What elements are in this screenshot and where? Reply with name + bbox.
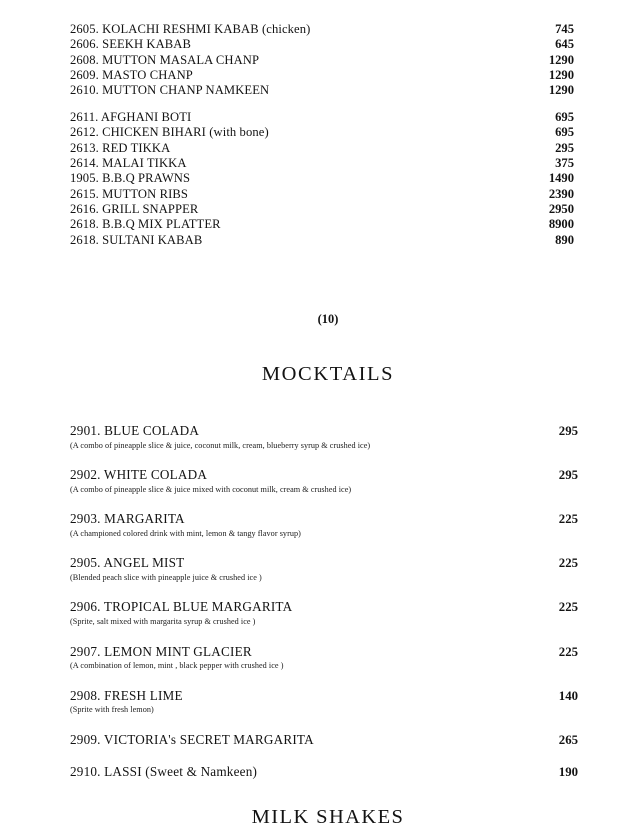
item-text bbox=[70, 732, 314, 748]
menu-row bbox=[70, 156, 586, 171]
list-item bbox=[70, 423, 586, 451]
item-price: 1290 bbox=[548, 83, 574, 98]
item-price: 1290 bbox=[548, 52, 574, 67]
item-name: 2610. MUTTON CHANP NAMKEEN bbox=[70, 83, 270, 98]
mocktails-list bbox=[70, 423, 586, 780]
list-item bbox=[70, 764, 586, 780]
item-price: 695 bbox=[555, 109, 574, 124]
menu-row bbox=[70, 110, 586, 125]
item-description: (Blended peach slice with pineapple juice & crushed ice ) bbox=[70, 573, 262, 583]
item-name: 2618. SULTANI KABAB bbox=[70, 232, 203, 247]
item-description: (A championed colored drink with mint, lemon & tangy flavor syrup) bbox=[70, 529, 301, 539]
item-name: 2906. TROPICAL BLUE MARGARITA bbox=[70, 599, 293, 615]
item-name: 2616. GRILL SNAPPER bbox=[70, 201, 199, 216]
item-name: 2612. CHICKEN BIHARI (with bone) bbox=[70, 125, 269, 140]
list-item bbox=[70, 599, 586, 627]
item-name: 2605. KOLACHI RESHMI KABAB (chicken) bbox=[70, 22, 311, 36]
item-name: 2908. FRESH LIME bbox=[70, 687, 183, 703]
item-text bbox=[70, 688, 183, 716]
item-price: 2390 bbox=[548, 186, 574, 201]
item-price: 1490 bbox=[548, 171, 574, 186]
item-text bbox=[70, 511, 301, 539]
item-name: 2608. MUTTON MASALA CHANP bbox=[70, 52, 260, 67]
item-price: 225 bbox=[558, 556, 578, 571]
item-price: 225 bbox=[558, 600, 578, 615]
item-price: 190 bbox=[558, 764, 578, 779]
section-title-mocktails: MOCKTAILS bbox=[261, 363, 395, 386]
item-name: 2903. MARGARITA bbox=[70, 511, 185, 527]
menu-row bbox=[70, 22, 586, 37]
section-title-milk-shakes: MILK SHAKES bbox=[251, 805, 405, 828]
item-description: (A combo of pineapple slice & juice, coconut milk, cream, blueberry syrup & crushed ice) bbox=[70, 440, 371, 450]
list-item bbox=[70, 511, 586, 539]
item-price: 2950 bbox=[548, 201, 574, 216]
item-price: 8900 bbox=[548, 217, 574, 232]
item-name: 2606. SEEKH KABAB bbox=[70, 37, 191, 52]
menu-row bbox=[70, 187, 586, 202]
item-text bbox=[70, 599, 292, 627]
item-price: 745 bbox=[555, 22, 574, 36]
item-name: 2611. AFGHANI BOTI bbox=[70, 109, 192, 124]
menu-row bbox=[70, 68, 586, 83]
item-text bbox=[70, 555, 262, 583]
group-spacer bbox=[70, 99, 586, 110]
item-price: 375 bbox=[555, 155, 574, 170]
list-item bbox=[70, 688, 586, 716]
item-price: 140 bbox=[558, 688, 578, 703]
item-price: 265 bbox=[558, 732, 578, 747]
menu-row bbox=[70, 37, 586, 52]
page-number: (10) bbox=[317, 312, 339, 327]
menu-row bbox=[70, 141, 586, 156]
list-item bbox=[70, 644, 586, 672]
item-price: 695 bbox=[555, 125, 574, 140]
list-item bbox=[70, 732, 586, 748]
item-description: (Sprite, salt mixed with margarita syrup & crushed ice ) bbox=[70, 617, 256, 627]
item-price: 890 bbox=[555, 232, 574, 247]
item-price: 295 bbox=[558, 468, 578, 483]
item-name: 2901. BLUE COLADA bbox=[70, 423, 200, 439]
menu-row bbox=[70, 83, 586, 98]
item-price: 295 bbox=[555, 140, 574, 155]
item-name: 2910. LASSI (Sweet & Namkeen) bbox=[70, 763, 258, 779]
menu-row bbox=[70, 202, 586, 217]
menu-row bbox=[70, 53, 586, 68]
item-name: 2618. B.B.Q MIX PLATTER bbox=[70, 217, 221, 232]
menu-row bbox=[70, 233, 586, 248]
menu-row bbox=[70, 171, 586, 186]
item-name: 2613. RED TIKKA bbox=[70, 140, 171, 155]
item-name: 2909. VICTORIA's SECRET MARGARITA bbox=[70, 731, 314, 747]
kebab-group-one bbox=[70, 22, 586, 99]
item-text bbox=[70, 764, 257, 780]
item-text bbox=[70, 423, 370, 451]
item-name: 2609. MASTO CHANP bbox=[70, 68, 193, 83]
item-text bbox=[70, 644, 283, 672]
item-price: 1290 bbox=[548, 68, 574, 83]
list-item bbox=[70, 467, 586, 495]
kebab-group-two bbox=[70, 110, 586, 248]
list-item bbox=[70, 555, 586, 583]
item-price: 645 bbox=[555, 37, 574, 52]
item-name: 2907. LEMON MINT GLACIER bbox=[70, 643, 252, 659]
item-name: 2905. ANGEL MIST bbox=[70, 555, 185, 571]
item-name: 1905. B.B.Q PRAWNS bbox=[70, 171, 191, 186]
item-description: (A combo of pineapple slice & juice mixed with coconut milk, cream & crushed ice) bbox=[70, 484, 352, 494]
item-name: 2614. MALAI TIKKA bbox=[70, 155, 187, 170]
item-text bbox=[70, 467, 351, 495]
item-name: 2615. MUTTON RIBS bbox=[70, 186, 188, 201]
menu-row bbox=[70, 217, 586, 232]
item-price: 295 bbox=[558, 424, 578, 439]
item-description: (Sprite with fresh lemon) bbox=[70, 705, 154, 715]
item-price: 225 bbox=[558, 512, 578, 527]
item-price: 225 bbox=[558, 644, 578, 659]
item-name: 2902. WHITE COLADA bbox=[70, 467, 208, 483]
item-description: (A combination of lemon, mint , black pepper with crushed ice ) bbox=[70, 661, 284, 671]
menu-row bbox=[70, 125, 586, 140]
